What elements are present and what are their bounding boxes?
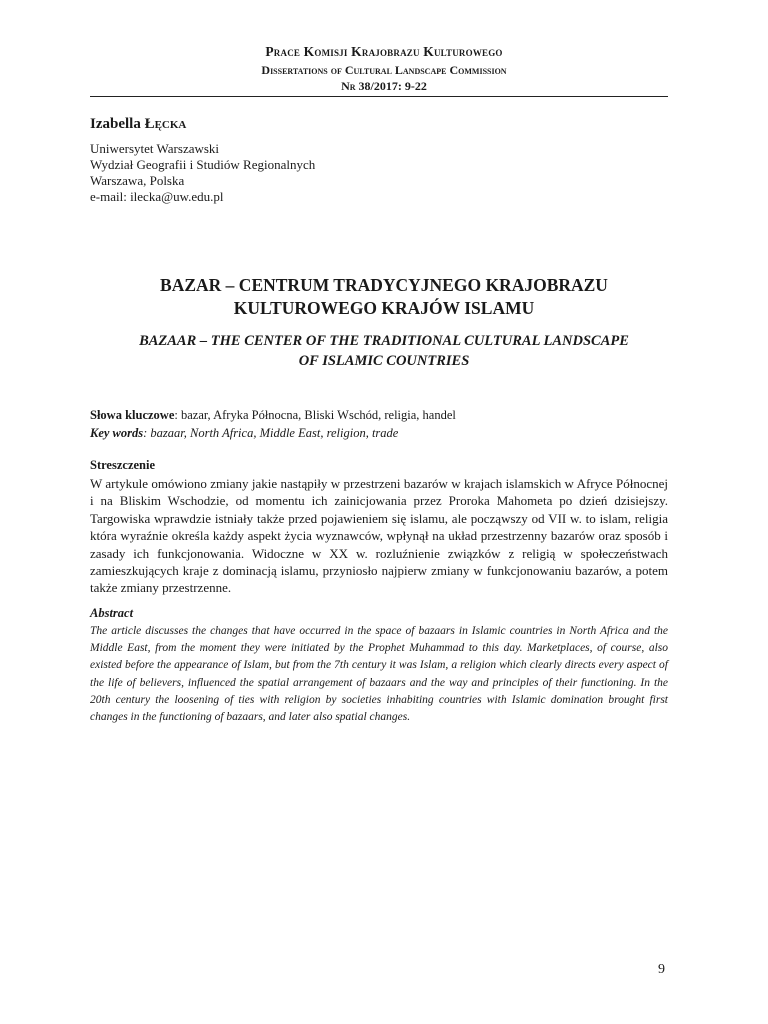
keywords-en-label: Key words — [90, 426, 144, 440]
keywords-en — [90, 426, 668, 441]
title-pl-line-2: KULTUROWEGO KRAJÓW ISLAMU — [233, 298, 535, 318]
journal-title-pl: Prace Komisji Krajobrazu Kulturowego — [265, 44, 503, 59]
keywords-pl-label: Słowa kluczowe — [90, 408, 175, 422]
author-name — [90, 116, 186, 133]
author-first-name: Izabella — [90, 116, 141, 132]
streszczenie-heading: Streszczenie — [90, 458, 156, 472]
keywords-en-text: : bazaar, North Africa, Middle East, religion, trade — [143, 426, 399, 440]
title-en-line-1: BAZAAR – THE CENTER OF THE TRADITIONAL CULTURAL LANDSCAPE — [139, 333, 629, 349]
affiliation-city: Warszawa, Polska — [90, 173, 185, 188]
abstract-heading: Abstract — [90, 606, 134, 620]
abstract-text: The article discusses the changes that have occurred in the space of bazaars in Islamic countries in North Africa and the Middle East, from the moment they were initiated by the Prophet Muhammad to this day. Marketplaces, of course, also existed before the appearance of Islam, but from the 7th century it was Islam, a religion which clearly directs every aspect of the life of believers, influenced the spatial arrangement of bazaars and the way and principles of their functioning. In the 20th century the loosening of ties with religion by societies inhabiting countries with Islamic domination brought first changes in the functioning of bazaars, and later also spatial changes. — [90, 625, 668, 724]
journal-title-en: Dissertations of Cultural Landscape Commission — [261, 63, 507, 77]
keywords-pl-text: : bazar, Afryka Północna, Bliski Wschód, religia, handel — [174, 408, 456, 422]
title-pl-line-1: BAZAR – CENTRUM TRADYCYJNEGO KRAJOBRAZU — [160, 275, 608, 295]
affiliation-faculty: Wydział Geografii i Studiów Regionalnych — [90, 157, 316, 172]
title-en-line-2: OF ISLAMIC COUNTRIES — [298, 353, 470, 369]
streszczenie-text: W artykule omówiono zmiany jakie nastąpiły w przestrzeni bazarów w krajach islamskich w Afryce Północnej i na Bliskim Wschodzie, od momentu ich zainicjowania przez Proroka Mahometa po dzień dzisiejszy. Targowiska wprawdzie istniały także przed pojawieniem się islamu, ale począwszy od VII w. to islam, religia która wyraźnie określa każdy aspekt życia wyznawców, wpłynął na układ przestrzenny bazarów oraz sposób i zasady ich funkcjonowania. Widoczne w XX w. rozluźnienie związków z religią w społeczeństwach zamieszkujących kraje z dominacją islamu, przyniosło najpierw zmiany w funkcjonowaniu bazarów, a potem także zmiany przestrzenne. — [90, 476, 668, 596]
header-rule — [90, 96, 668, 97]
affiliation-email: e-mail: ilecka@uw.edu.pl — [90, 189, 224, 204]
author-last-name: Łęcka — [144, 116, 187, 132]
journal-issue: Nr 38/2017: 9-22 — [341, 79, 427, 93]
keywords-pl — [90, 408, 668, 423]
affiliation-university: Uniwersytet Warszawski — [90, 141, 220, 156]
page-number: 9 — [658, 962, 665, 977]
